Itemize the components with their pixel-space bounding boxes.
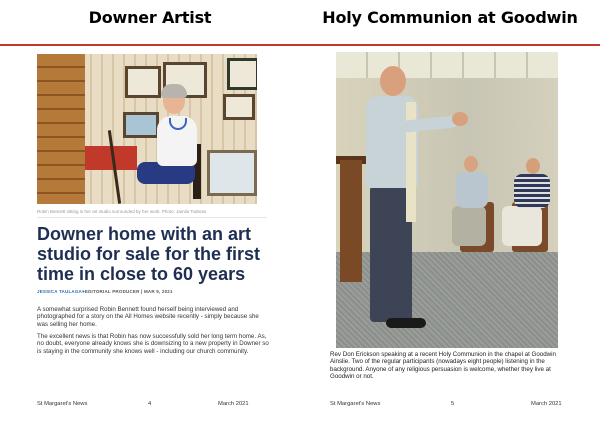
right-footer-date: March 2021: [531, 401, 562, 407]
right-page-heading: Holy Communion at Goodwin: [322, 8, 578, 27]
seated-man-head: [526, 158, 540, 174]
painting-frame: [227, 58, 257, 90]
communion-photo: [336, 52, 558, 348]
right-footer-page-number: 5: [451, 401, 455, 407]
ceiling: [336, 52, 558, 78]
right-footer-publication: St Margaret's News: [330, 401, 381, 407]
priest-shoe: [386, 318, 426, 328]
painting-frame: [123, 112, 159, 138]
article-title[interactable]: Downer home with an art studio for sale for the first time in close to 60 years: [37, 224, 261, 284]
paragraph-2: The excellent news is that Robin has now successfully sold her long term home. As, no doubt, everyone already knows she is downsizing to a new property in Downer so is staying in the community she knows well - including our church community.: [37, 333, 269, 355]
byline-date: MAR 9, 2021: [143, 289, 173, 294]
painting-frame: [125, 66, 161, 98]
communion-photo-caption: Rev Don Erickson speaking at a recent Holy Communion in the chapel at Goodwin Ainslie. Two of the regular participants (nowadays eight people) listening in the background. Anyone of any religious persuasion is welcome, whether they live at Goodwin or not.: [330, 351, 556, 381]
priest-head: [380, 66, 406, 96]
seated-man-body: [514, 174, 550, 208]
heading-rule: [0, 44, 300, 46]
lectern: [340, 160, 362, 282]
photo-paneling: [37, 54, 85, 204]
left-footer-page-number: 4: [148, 401, 152, 407]
left-page-heading: Downer Artist: [88, 8, 212, 27]
photo-caption-small: Robin Bennett sitting in her art studio surrounded by her work. Photo: Jamila Toderas: [37, 209, 207, 214]
byline-separator: |: [139, 289, 144, 294]
seated-man-head: [464, 156, 478, 172]
painting-frame: [223, 94, 255, 120]
seated-man-legs: [452, 206, 486, 246]
person-hair: [161, 84, 187, 98]
seated-man-legs: [502, 206, 542, 246]
left-footer-publication: St Margaret's News: [37, 401, 88, 407]
divider: [37, 217, 267, 218]
paragraph-1: A somewhat surprised Robin Bennett found herself being interviewed and photographed for a story on the All Homes website recently - simply because she was selling her home.: [37, 306, 259, 328]
left-footer-date: March 2021: [218, 401, 249, 407]
byline-role: EDITORIAL PRODUCER: [84, 289, 140, 294]
heading-rule: [300, 44, 600, 46]
painting-frame: [207, 150, 257, 196]
priest-hand: [452, 112, 468, 126]
byline: [37, 289, 267, 294]
byline-author[interactable]: JESSICA TAULAGA: [37, 289, 83, 294]
seated-man-body: [456, 172, 488, 208]
artist-photo: [37, 54, 257, 204]
verified-icon: ♥: [82, 289, 85, 294]
